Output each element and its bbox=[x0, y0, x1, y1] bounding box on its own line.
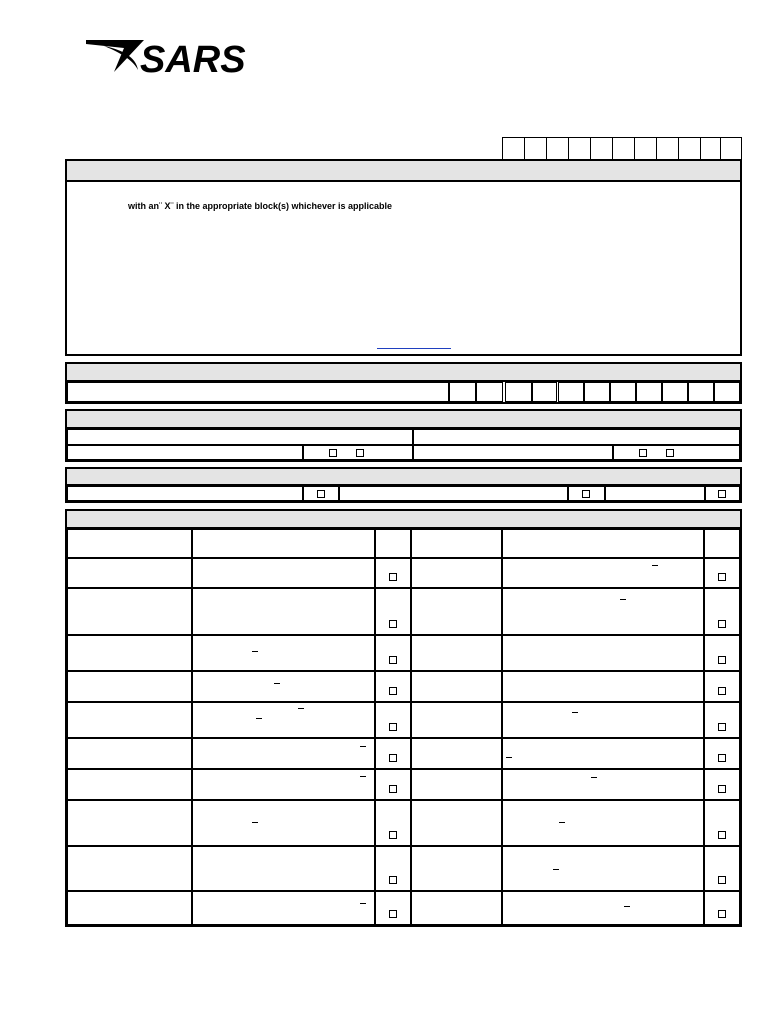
checkbox-icon[interactable] bbox=[718, 620, 726, 628]
ref-box[interactable] bbox=[612, 137, 634, 160]
table-checkbox-cell bbox=[704, 800, 740, 846]
checkbox-icon[interactable] bbox=[389, 656, 397, 664]
field-cell bbox=[67, 445, 303, 460]
dash-mark bbox=[252, 822, 258, 823]
digit-box[interactable] bbox=[476, 382, 503, 402]
checkbox-icon[interactable] bbox=[582, 490, 590, 498]
table-cell bbox=[411, 769, 502, 800]
dash-mark bbox=[360, 746, 366, 747]
table-cell bbox=[411, 635, 502, 671]
option-box-cell bbox=[568, 486, 605, 501]
checkbox-icon[interactable] bbox=[718, 910, 726, 918]
table-checkbox-cell bbox=[375, 635, 411, 671]
section-3 bbox=[65, 409, 742, 462]
checkbox-icon[interactable] bbox=[666, 449, 674, 457]
checkbox-icon[interactable] bbox=[389, 876, 397, 884]
table-cell bbox=[67, 671, 192, 702]
table-cell bbox=[192, 558, 375, 588]
table-cell bbox=[502, 769, 704, 800]
table-cell bbox=[192, 702, 375, 738]
dash-mark bbox=[620, 599, 626, 600]
dash-mark bbox=[274, 683, 280, 684]
checkbox-icon[interactable] bbox=[718, 573, 726, 581]
table-cell bbox=[192, 846, 375, 891]
instructions-section bbox=[65, 159, 742, 356]
digit-box[interactable] bbox=[610, 382, 636, 402]
digit-box[interactable] bbox=[505, 382, 532, 402]
table-cell bbox=[67, 635, 192, 671]
table-cell bbox=[67, 738, 192, 769]
table-checkbox-cell bbox=[375, 738, 411, 769]
field-label-cell bbox=[67, 382, 449, 402]
ref-box[interactable] bbox=[656, 137, 678, 160]
table-cell bbox=[192, 891, 375, 925]
checkbox-icon[interactable] bbox=[718, 723, 726, 731]
option-label-cell bbox=[67, 486, 303, 501]
digit-box[interactable] bbox=[636, 382, 662, 402]
table-cell bbox=[67, 846, 192, 891]
checkbox-icon[interactable] bbox=[639, 449, 647, 457]
option-box-cell bbox=[303, 486, 339, 501]
table-checkbox-cell bbox=[375, 588, 411, 635]
table-checkbox-cell bbox=[704, 846, 740, 891]
ref-box[interactable] bbox=[568, 137, 590, 160]
table-cell bbox=[67, 702, 192, 738]
table-cell bbox=[502, 738, 704, 769]
digit-box[interactable] bbox=[558, 382, 584, 402]
table-cell bbox=[192, 800, 375, 846]
section-header-bar bbox=[67, 364, 740, 382]
table-cell bbox=[67, 558, 192, 588]
table-cell bbox=[67, 588, 192, 635]
ref-box[interactable] bbox=[700, 137, 722, 160]
table-cell bbox=[411, 671, 502, 702]
field-cell bbox=[413, 445, 613, 460]
ref-box[interactable] bbox=[720, 137, 742, 160]
table-header-cell bbox=[502, 529, 704, 558]
table-cell bbox=[502, 588, 704, 635]
option-cell bbox=[613, 445, 740, 460]
table-checkbox-cell bbox=[704, 738, 740, 769]
checkbox-icon[interactable] bbox=[389, 573, 397, 581]
dash-mark bbox=[360, 903, 366, 904]
section-header-bar bbox=[67, 411, 740, 429]
table-header-cell bbox=[411, 529, 502, 558]
digit-box[interactable] bbox=[714, 382, 740, 402]
ref-box[interactable] bbox=[524, 137, 546, 160]
table-checkbox-cell bbox=[375, 891, 411, 925]
main-table-section bbox=[65, 509, 742, 927]
section-header-bar bbox=[67, 469, 740, 486]
section-2 bbox=[65, 362, 742, 404]
table-header-cell bbox=[192, 529, 375, 558]
option-cell bbox=[303, 445, 413, 460]
dash-mark bbox=[553, 869, 559, 870]
table-header-cell bbox=[67, 529, 192, 558]
table-cell bbox=[502, 800, 704, 846]
dash-mark bbox=[559, 822, 565, 823]
checkbox-icon[interactable] bbox=[389, 687, 397, 695]
table-cell bbox=[411, 558, 502, 588]
dash-mark bbox=[252, 651, 258, 652]
ref-box[interactable] bbox=[678, 137, 700, 160]
checkbox-icon[interactable] bbox=[389, 785, 397, 793]
sars-logo bbox=[84, 36, 254, 78]
option-label-cell bbox=[605, 486, 705, 501]
checkbox-icon[interactable] bbox=[718, 831, 726, 839]
checkbox-icon[interactable] bbox=[389, 723, 397, 731]
ref-box[interactable] bbox=[502, 137, 524, 160]
ref-box[interactable] bbox=[546, 137, 568, 160]
table-cell bbox=[192, 738, 375, 769]
logo-swoosh-icon bbox=[86, 40, 144, 72]
logo-text: SARS bbox=[140, 39, 246, 78]
checkbox-icon[interactable] bbox=[718, 785, 726, 793]
table-cell bbox=[192, 769, 375, 800]
checkbox-icon[interactable] bbox=[389, 910, 397, 918]
checkbox-icon[interactable] bbox=[389, 831, 397, 839]
table-cell bbox=[67, 769, 192, 800]
option-label-cell bbox=[339, 486, 568, 501]
dash-mark bbox=[298, 708, 304, 709]
table-checkbox-cell bbox=[375, 558, 411, 588]
checkbox-icon[interactable] bbox=[718, 490, 726, 498]
checkbox-icon[interactable] bbox=[317, 490, 325, 498]
table-checkbox-cell bbox=[704, 891, 740, 925]
table-header-cell bbox=[375, 529, 411, 558]
ref-box[interactable] bbox=[590, 137, 612, 160]
section-header-bar bbox=[67, 161, 740, 182]
subheader-right bbox=[413, 429, 740, 445]
table-cell bbox=[411, 800, 502, 846]
digit-box[interactable] bbox=[662, 382, 688, 402]
table-cell bbox=[502, 891, 704, 925]
table-checkbox-cell bbox=[704, 635, 740, 671]
dash-mark bbox=[572, 712, 578, 713]
table-checkbox-cell bbox=[375, 769, 411, 800]
digit-box[interactable] bbox=[688, 382, 714, 402]
table-cell bbox=[411, 891, 502, 925]
table-header-cell bbox=[704, 529, 740, 558]
section-header-bar bbox=[67, 511, 740, 529]
checkbox-icon[interactable] bbox=[718, 687, 726, 695]
option-box-cell bbox=[705, 486, 740, 501]
table-cell bbox=[502, 846, 704, 891]
table-checkbox-cell bbox=[375, 671, 411, 702]
table-cell bbox=[502, 671, 704, 702]
table-cell bbox=[502, 635, 704, 671]
dash-mark bbox=[360, 776, 366, 777]
digit-box[interactable] bbox=[532, 382, 557, 402]
table-checkbox-cell bbox=[704, 588, 740, 635]
dash-mark bbox=[624, 906, 630, 907]
table-checkbox-cell bbox=[375, 846, 411, 891]
digit-box[interactable] bbox=[449, 382, 476, 402]
table-checkbox-cell bbox=[704, 671, 740, 702]
table-cell bbox=[192, 671, 375, 702]
table-checkbox-cell bbox=[375, 702, 411, 738]
checkbox-icon[interactable] bbox=[718, 656, 726, 664]
table-cell bbox=[411, 846, 502, 891]
dash-mark bbox=[506, 757, 512, 758]
checkbox-icon[interactable] bbox=[718, 876, 726, 884]
checkbox-icon[interactable] bbox=[718, 754, 726, 762]
subheader-left bbox=[67, 429, 413, 445]
help-link[interactable] bbox=[377, 348, 451, 349]
table-checkbox-cell bbox=[375, 800, 411, 846]
checkbox-icon[interactable] bbox=[389, 754, 397, 762]
table-checkbox-cell bbox=[704, 558, 740, 588]
table-checkbox-cell bbox=[704, 769, 740, 800]
digit-box[interactable] bbox=[584, 382, 610, 402]
table-cell bbox=[192, 635, 375, 671]
dash-mark bbox=[652, 565, 658, 566]
table-cell bbox=[411, 738, 502, 769]
table-cell bbox=[411, 588, 502, 635]
checkbox-icon[interactable] bbox=[389, 620, 397, 628]
table-cell bbox=[502, 702, 704, 738]
dash-mark bbox=[256, 718, 262, 719]
instruction-text: with an¨ X¨ in the appropriate block(s) whichever is applicable bbox=[128, 201, 393, 211]
table-checkbox-cell bbox=[704, 702, 740, 738]
ref-box[interactable] bbox=[634, 137, 656, 160]
checkbox-icon[interactable] bbox=[356, 449, 364, 457]
table-cell bbox=[192, 588, 375, 635]
table-cell bbox=[502, 558, 704, 588]
section-4 bbox=[65, 467, 742, 503]
dash-mark bbox=[591, 777, 597, 778]
table-cell bbox=[67, 891, 192, 925]
checkbox-icon[interactable] bbox=[329, 449, 337, 457]
table-cell bbox=[411, 702, 502, 738]
table-cell bbox=[67, 800, 192, 846]
